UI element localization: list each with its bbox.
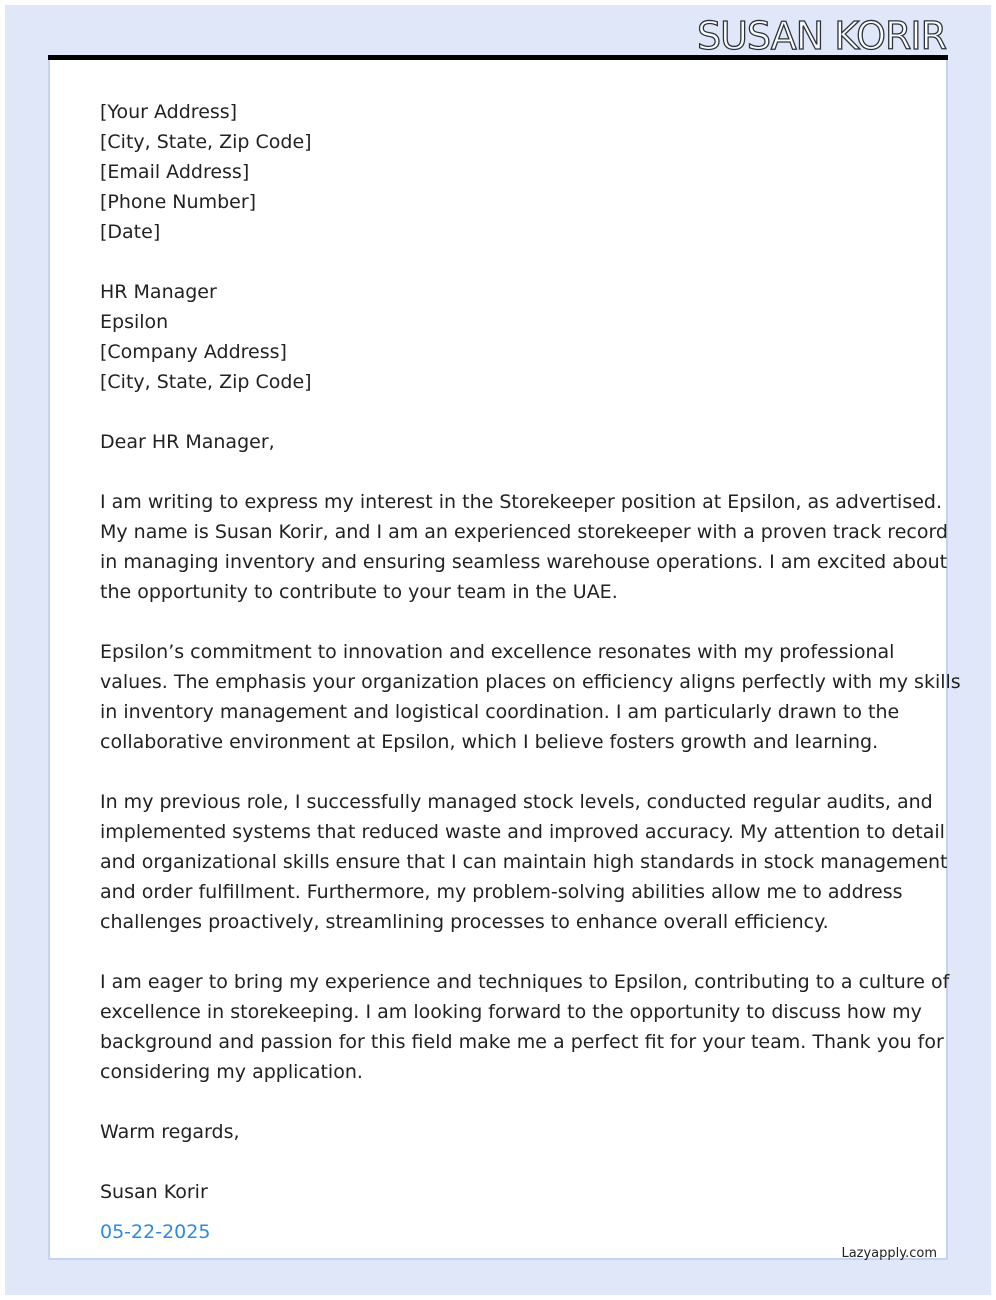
paragraph-line: In my previous role, I successfully managed stock levels, conducted regular audits, and: [100, 791, 933, 813]
spacer: [100, 457, 900, 487]
recipient-city-state-zip: [City, State, Zip Code]: [100, 371, 312, 393]
sender-date: [Date]: [100, 221, 161, 243]
body-paragraph-4: [100, 967, 950, 1087]
salutation: Dear HR Manager,: [100, 431, 275, 453]
body-paragraph-3: [100, 787, 948, 937]
sender-block: [100, 97, 900, 247]
body-paragraph-2: [100, 637, 961, 757]
paragraph-line: background and passion for this field make me a perfect fit for your team. Thank you for: [100, 1031, 944, 1053]
spacer: [100, 397, 900, 427]
paragraph-line: considering my application.: [100, 1061, 363, 1083]
spacer: [100, 247, 900, 277]
closing: Warm regards,: [100, 1121, 240, 1143]
paragraph-line: and order fulfillment. Furthermore, my problem-solving abilities allow me to address: [100, 881, 903, 903]
paragraph-line: My name is Susan Korir, and I am an experienced storekeeper with a proven track record: [100, 521, 948, 543]
paragraph-line: collaborative environment at Epsilon, which I believe fosters growth and learning.: [100, 731, 879, 753]
footer-brand: Lazyapply.com: [841, 1246, 937, 1261]
paragraph-line: Epsilon’s commitment to innovation and excellence resonates with my professional: [100, 641, 895, 663]
paragraph-line: the opportunity to contribute to your team in the UAE.: [100, 581, 618, 603]
paragraph-line: I am eager to bring my experience and techniques to Epsilon, contributing to a culture of: [100, 971, 950, 993]
paragraph-line: challenges proactively, streamlining processes to enhance overall efficiency.: [100, 911, 829, 933]
paragraph-line: in managing inventory and ensuring seamless warehouse operations. I am excited about: [100, 551, 948, 573]
spacer: [100, 1087, 900, 1117]
cover-letter-body: [100, 97, 961, 1247]
signature-date: 05-22-2025: [100, 1221, 211, 1243]
paragraph-line: in inventory management and logistical coordination. I am particularly drawn to the: [100, 701, 900, 723]
sender-phone: [Phone Number]: [100, 191, 257, 213]
paragraph-line: values. The emphasis your organization places on efficiency aligns perfectly with my skills: [100, 671, 961, 693]
paragraph-line: and organizational skills ensure that I can maintain high standards in stock management: [100, 851, 948, 873]
body-paragraph-1: [100, 487, 948, 607]
spacer: [100, 607, 900, 637]
paragraph-line: implemented systems that reduced waste and improved accuracy. My attention to detail: [100, 821, 945, 843]
sender-city-state-zip: [City, State, Zip Code]: [100, 131, 312, 153]
recipient-company: Epsilon: [100, 311, 169, 333]
applicant-name-heading: SUSAN KORIR: [696, 14, 946, 58]
sender-address: [Your Address]: [100, 101, 238, 123]
sender-email: [Email Address]: [100, 161, 250, 183]
recipient-block: [100, 277, 900, 397]
spacer: [100, 937, 900, 967]
spacer: [100, 757, 900, 787]
paragraph-line: I am writing to express my interest in the Storekeeper position at Epsilon, as advertised.: [100, 491, 943, 513]
spacer: [100, 1147, 900, 1177]
recipient-company-address: [Company Address]: [100, 341, 287, 363]
paragraph-line: excellence in storekeeping. I am looking forward to the opportunity to discuss how my: [100, 1001, 922, 1023]
recipient-title: HR Manager: [100, 281, 217, 303]
signature-name: Susan Korir: [100, 1181, 208, 1203]
